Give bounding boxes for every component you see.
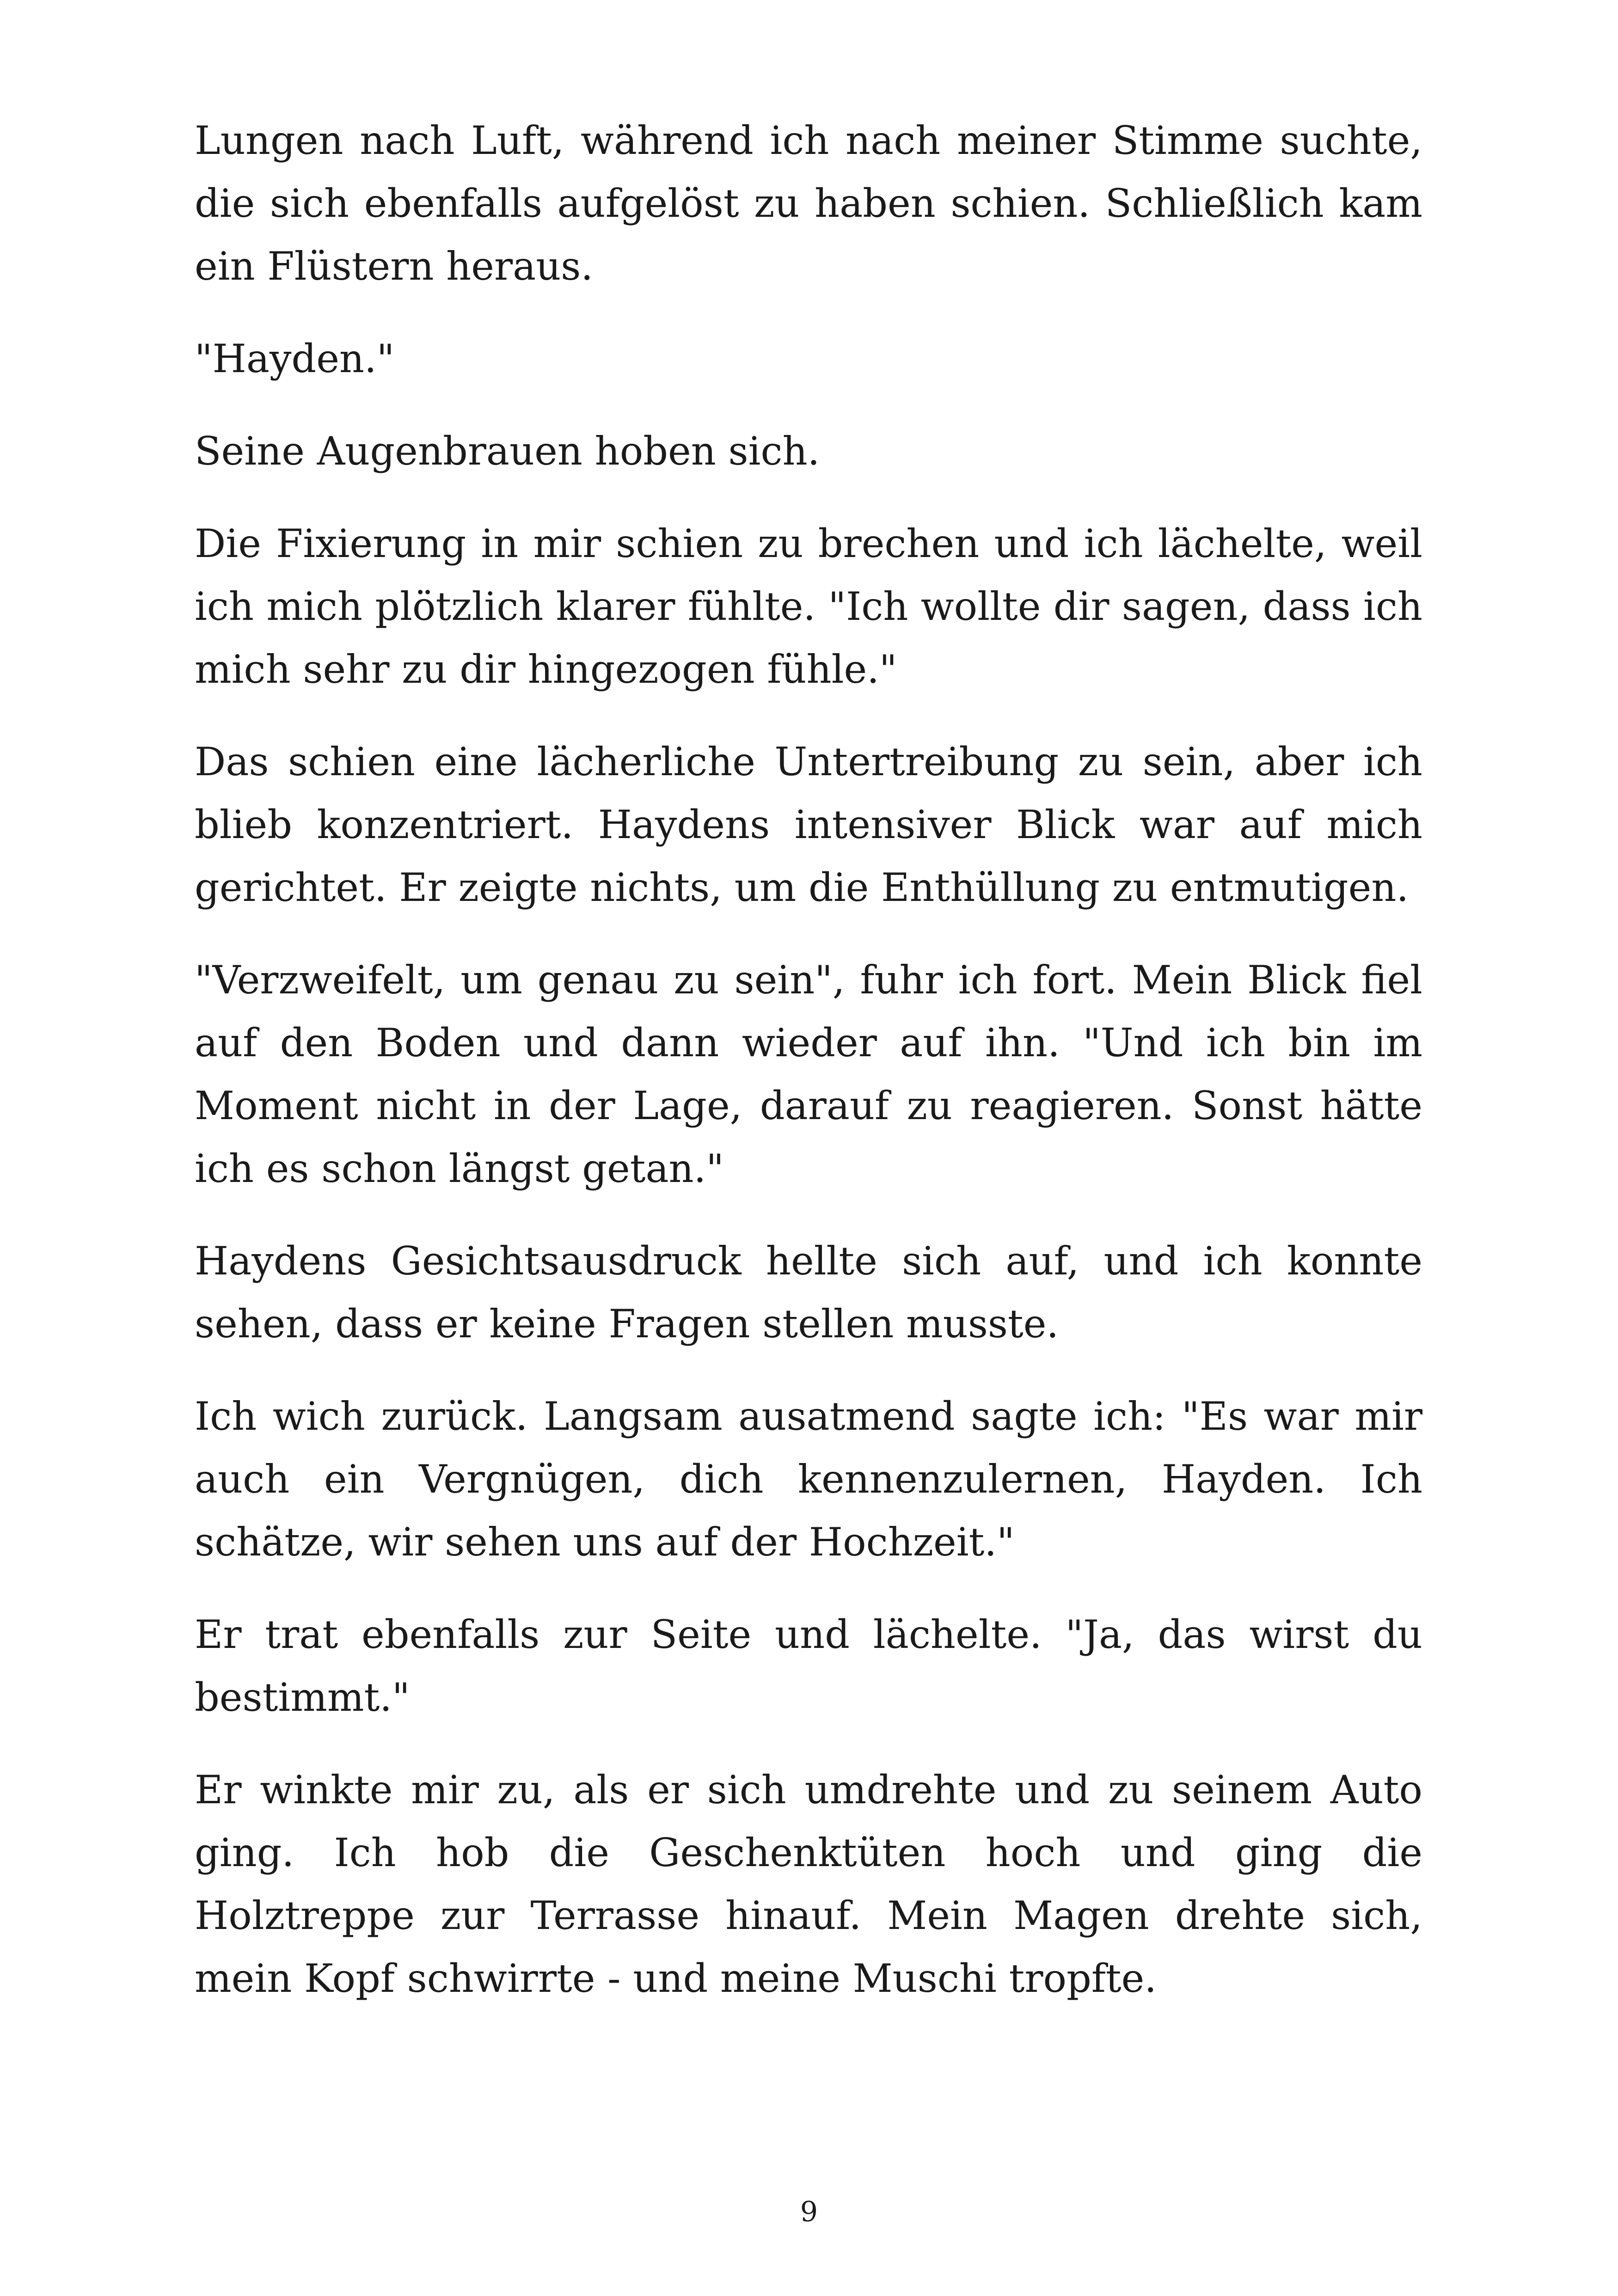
paragraph: Haydens Gesichtsausdruck hellte sich auf, und ich konnte sehen, dass er keine Fragen stellen musste. (195, 1238, 1422, 1347)
paragraph: Lungen nach Luft, während ich nach meiner Stimme suchte, die sich ebenfalls aufgelöst zu haben schien. Schließlich kam ein Flüstern heraus. (195, 118, 1422, 289)
paragraph: Er winkte mir zu, als er sich umdrehte und zu seinem Auto ging. Ich hob die Geschenktüten hoch und ging die Holztreppe zur Terrasse hinauf. Mein Magen drehte sich, mein Kopf schwirrte - und meine Muschi tropfte. (195, 1767, 1422, 2001)
paragraph: "Verzweifelt, um genau zu sein", fuhr ich fort. Mein Blick fiel auf den Boden und dann wieder auf ihn. "Und ich bin im Moment nicht in der Lage, darauf zu reagieren. Sonst hätte ich es schon längst getan." (195, 957, 1422, 1191)
page-number: 9 (800, 2196, 818, 2228)
paragraph: Ich wich zurück. Langsam ausatmend sagte ich: "Es war mir auch ein Vergnügen, dich kennenzulernen, Hayden. Ich schätze, wir sehen uns auf der Hochzeit." (195, 1394, 1422, 1565)
body-text (195, 109, 1422, 2039)
paragraph: Die Fixierung in mir schien zu brechen und ich lächelte, weil ich mich plötzlich klarer fühlte. "Ich wollte dir sagen, dass ich mich sehr zu dir hingezogen fühle." (195, 521, 1422, 692)
paragraph: Er trat ebenfalls zur Seite und lächelte. "Ja, das wirst du bestimmt." (195, 1612, 1422, 1720)
paragraph: Seine Augenbrauen hoben sich. (195, 429, 820, 474)
paragraph: "Hayden." (195, 336, 395, 381)
paragraph: Das schien eine lächerliche Untertreibung zu sein, aber ich blieb konzentriert. Haydens intensiver Blick war auf mich gerichtet. Er zeigte nichts, um die Enthüllung zu entmutigen. (195, 739, 1422, 910)
